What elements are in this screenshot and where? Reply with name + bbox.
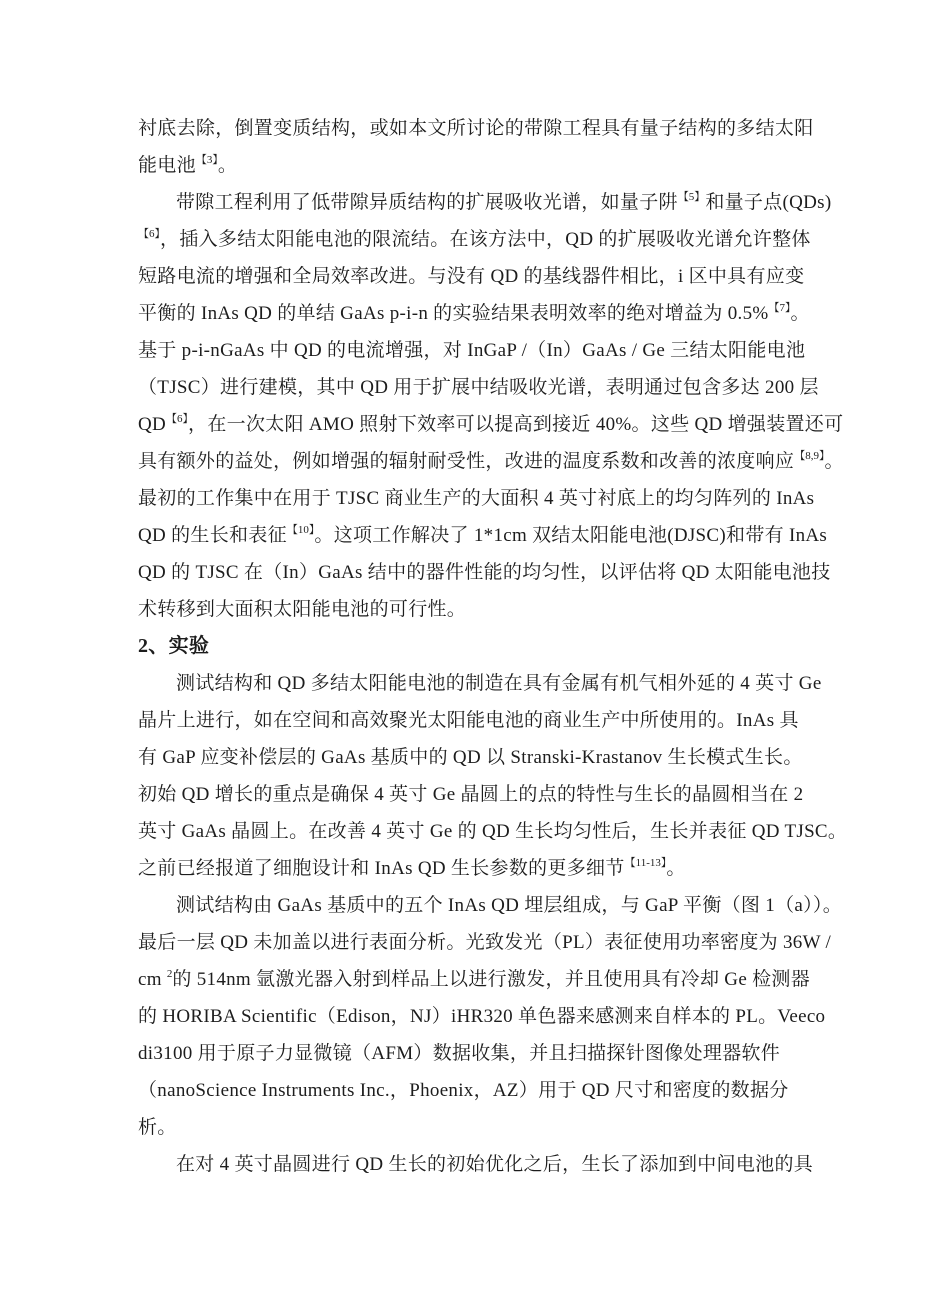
text-line [138, 702, 822, 739]
text-segment: 的 HORIBA Scientific（Edison，NJ）iHR320 单色器来感测来自样本的 PL。Veeco [138, 1006, 826, 1027]
text-segment: 能电池 [138, 155, 196, 176]
text-line [138, 184, 832, 221]
text-segment: cm [138, 969, 167, 990]
text-line [138, 295, 822, 332]
citation-superscript: 【5】 [677, 191, 706, 203]
text-line [138, 961, 822, 998]
text-line [138, 887, 843, 924]
text-line [138, 1109, 822, 1146]
text-line [138, 665, 822, 702]
text-line [138, 147, 822, 184]
citation-superscript: 【10】 [286, 524, 315, 536]
text-segment: 和量子点(QDs) [705, 192, 832, 213]
citation-superscript: 【6】 [138, 228, 160, 240]
citation-superscript: 【8,9】 [794, 450, 825, 462]
text-segment: 析。 [138, 1117, 177, 1138]
text-line [138, 1146, 822, 1183]
text-line [138, 332, 822, 369]
text-segment: 衬底去除，倒置变质结构，或如本文所讨论的带隙工程具有量子结构的多结太阳 [138, 118, 814, 139]
text-line [138, 443, 844, 480]
text-segment: 。这项工作解决了 1*1cm 双结太阳能电池(DJSC)和带有 InAs [314, 525, 828, 546]
citation-superscript: 2 [166, 968, 173, 980]
text-line [138, 776, 822, 813]
text-segment: 术转移到大面积太阳能电池的可行性。 [138, 599, 467, 620]
text-line [138, 517, 828, 554]
text-segment: 英寸 GaAs 晶圆上。在改善 4 英寸 Ge 的 QD 生长均匀性后，生长并表征 QD TJSC。 [138, 821, 848, 842]
text-segment: 。 [217, 155, 238, 176]
text-segment: ，在一次太阳 AMO 照射下效率可以提高到接近 40%。这些 QD 增强装置还可 [188, 414, 844, 435]
text-segment: 之前已经报道了细胞设计和 InAs QD 生长参数的更多细节 [138, 858, 625, 879]
text-block [138, 110, 848, 1183]
text-segment: 平衡的 InAs QD 的单结 GaAs p-i-n 的实验结果表明效率的绝对增益为 0.5% [138, 303, 769, 324]
text-segment: 。 [790, 303, 810, 324]
text-segment: 测试结构和 QD 多结太阳能电池的制造在具有金属有机气相外延的 4 英寸 Ge [176, 673, 822, 694]
text-line [138, 1072, 822, 1109]
text-segment: （nanoScience Instruments Inc.，Phoenix，AZ）用于 QD 尺寸和密度的数据分 [138, 1080, 789, 1101]
text-segment: 的 514nm 氩激光器入射到样品上以进行激发，并且使用具有冷却 Ge 检测器 [172, 969, 811, 990]
text-segment: 具有额外的益处，例如增强的辐射耐受性，改进的温度系数和改善的浓度响应 [138, 451, 795, 472]
text-segment: 有 GaP 应变补偿层的 GaAs 基质中的 QD 以 Stranski-Krastanov 生长模式生长。 [138, 747, 803, 768]
text-segment: di3100 用于原子力显微镜（AFM）数据收集，并且扫描探针图像处理器软件 [138, 1043, 781, 1064]
text-segment: 晶片上进行，如在空间和高效聚光太阳能电池的商业生产中所使用的。InAs 具 [138, 710, 799, 731]
text-segment: 在对 4 英寸晶圆进行 QD 生长的初始优化之后，生长了添加到中间电池的具 [176, 1154, 814, 1175]
text-segment: 2、实验 [138, 635, 210, 657]
text-segment: 基于 p-i-nGaAs 中 QD 的电流增强，对 InGaP /（In）GaAs / Ge 三结太阳能电池 [138, 340, 806, 361]
text-line [138, 480, 822, 517]
text-line [138, 813, 848, 850]
text-line [138, 924, 832, 961]
text-segment: 测试结构由 GaAs 基质中的五个 InAs QD 埋层组成，与 GaP 平衡（图 1（a））。 [176, 895, 843, 916]
citation-superscript: 【3】 [195, 154, 218, 166]
text-line [138, 998, 826, 1035]
text-segment: 初始 QD 增长的重点是确保 4 英寸 Ge 晶圆上的点的特性与生长的晶圆相当在 2 [138, 784, 804, 805]
text-segment: 短路电流的增强和全局效率改进。与没有 QD 的基线器件相比，i 区中具有应变 [138, 266, 805, 287]
text-line [138, 221, 822, 258]
citation-superscript: 【7】 [768, 302, 791, 314]
text-segment: 最后一层 QD 未加盖以进行表面分析。光致发光（PL）表征使用功率密度为 36W / [138, 932, 832, 953]
text-line [138, 110, 822, 147]
text-segment: 。 [824, 451, 844, 472]
text-line [138, 406, 844, 443]
text-line [138, 369, 822, 406]
text-segment: 带隙工程利用了低带隙异质结构的扩展吸收光谱，如量子阱 [176, 192, 678, 213]
text-line [138, 850, 822, 887]
text-segment: QD [138, 414, 167, 435]
text-segment: ，插入多结太阳能电池的限流结。在该方法中，QD 的扩展吸收光谱允许整体 [160, 229, 811, 250]
text-segment: 最初的工作集中在用于 TJSC 商业生产的大面积 4 英寸衬底上的均匀阵列的 InAs [138, 488, 815, 509]
citation-superscript: 【11-13】 [624, 857, 667, 869]
text-segment: QD 的 TJSC 在（In）GaAs 结中的器件性能的均匀性，以评估将 QD 太阳能电池技 [138, 562, 831, 583]
section-heading [138, 628, 822, 665]
text-line [138, 591, 822, 628]
text-line [138, 258, 822, 295]
citation-superscript: 【6】 [166, 413, 189, 425]
text-line [138, 554, 831, 591]
text-segment: （TJSC）进行建模，其中 QD 用于扩展中结吸收光谱，表明通过包含多达 200 层 [138, 377, 819, 398]
text-segment: 。 [666, 858, 686, 879]
text-line [138, 739, 822, 776]
text-line [138, 1035, 822, 1072]
text-segment: QD 的生长和表征 [138, 525, 287, 546]
